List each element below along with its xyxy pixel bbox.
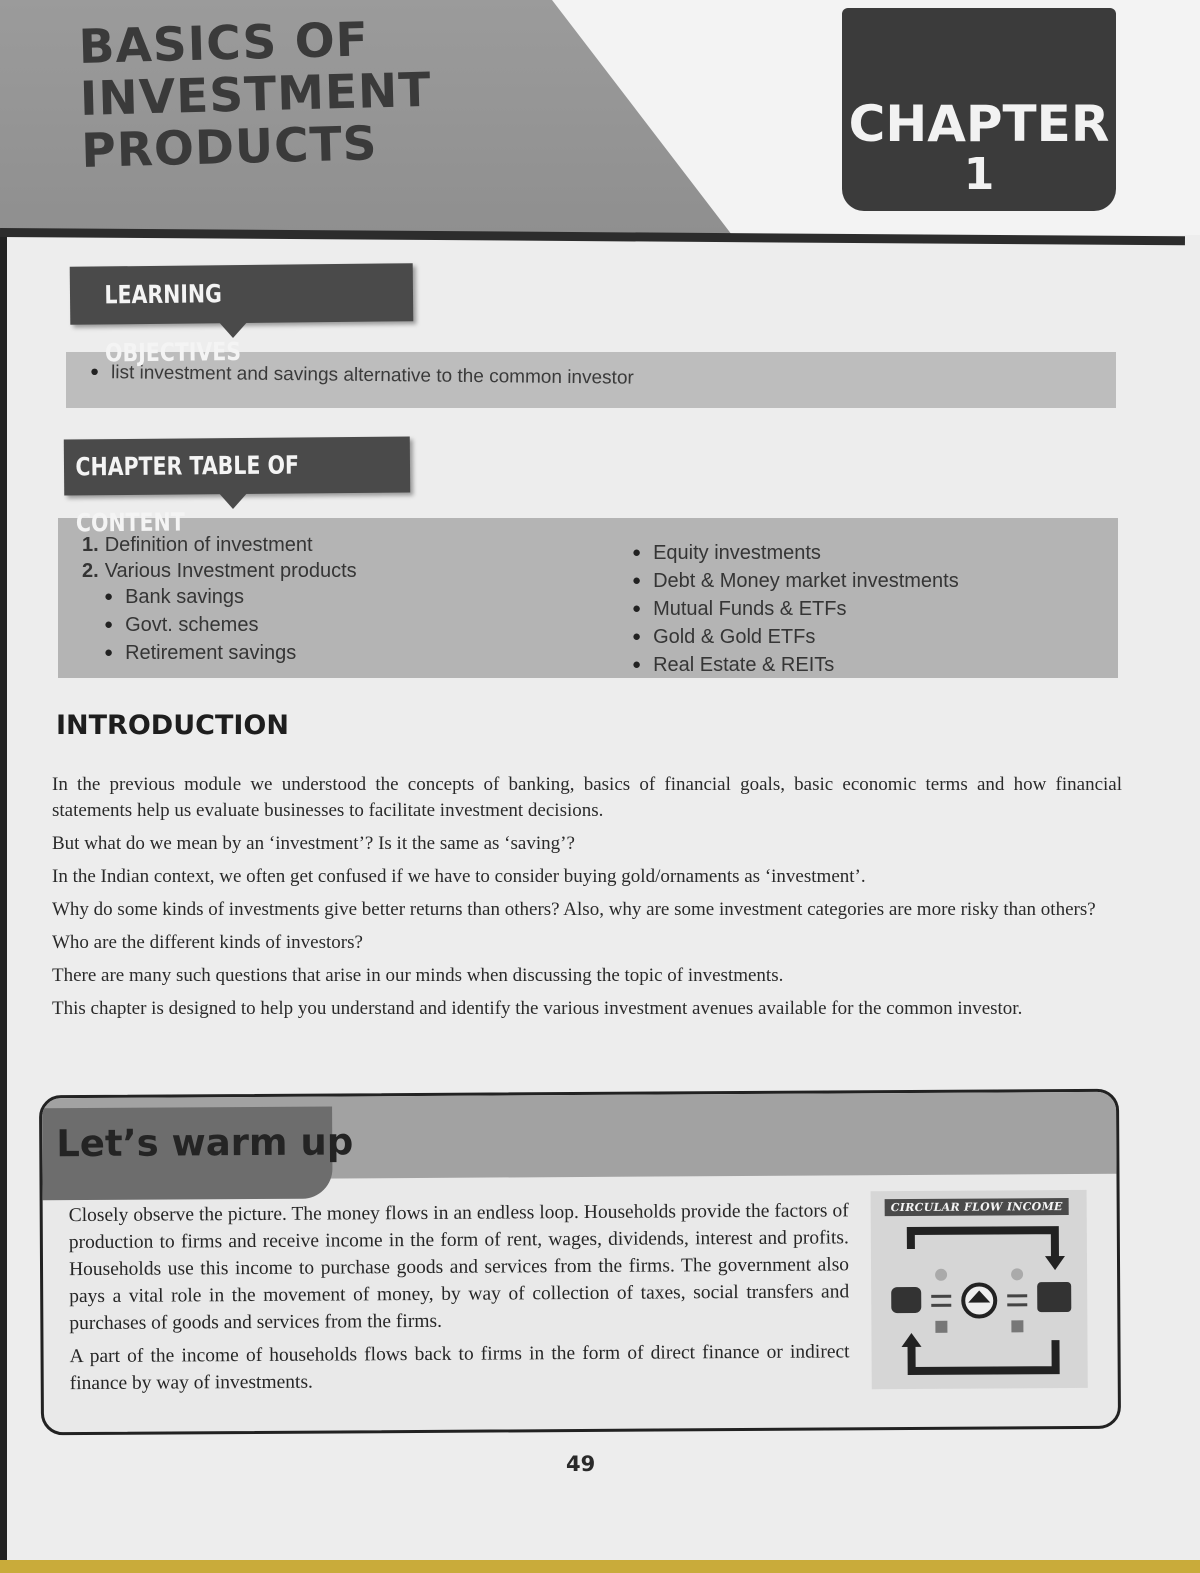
learning-objectives-heading xyxy=(70,263,414,368)
flow-line-icon xyxy=(1007,1294,1027,1297)
toc-item-1-text: Definition of investment xyxy=(104,534,313,556)
page-number: 49 xyxy=(566,1452,596,1476)
introduction-paragraph: Who are the different kinds of investors? xyxy=(52,932,363,953)
warm-up-paragraph: A part of the income of households flows back to firms in the form of direct finance or indirect finance by way of investments. xyxy=(69,1341,850,1395)
toc-item-2-text: Various Investment products xyxy=(104,560,357,582)
toc-sub-item: ● Equity investments xyxy=(632,540,959,568)
toc-left-column xyxy=(82,532,357,668)
coin-icon xyxy=(935,1269,947,1281)
introduction-paragraph: There are many such questions that arise in our minds when discussing the topic of investments. xyxy=(52,965,784,986)
goods-icon xyxy=(1011,1320,1023,1332)
learning-objectives-heading-text: LEARNING OBJECTIVES xyxy=(104,279,242,368)
firms-icon xyxy=(1037,1282,1071,1312)
table-of-content-heading xyxy=(64,436,410,538)
introduction-heading: INTRODUCTION xyxy=(56,710,289,741)
toc-sub-item: ● Mutual Funds & ETFs xyxy=(632,596,959,624)
chapter-number: 1 xyxy=(963,149,995,200)
chapter-title xyxy=(78,13,433,178)
introduction-paragraph: Why do some kinds of investments give better returns than others? Also, why are some investment categories are more risky than others? xyxy=(52,899,1096,920)
chapter-badge xyxy=(842,8,1116,211)
toc-sub-item: ● Bank savings xyxy=(82,584,357,612)
toc-sub-item: ● Gold & Gold ETFs xyxy=(632,624,959,652)
toc-sub-item: ● Govt. schemes xyxy=(82,612,357,640)
lower-flow-arrow xyxy=(911,1340,1055,1371)
table-of-content-pointer xyxy=(217,491,249,509)
toc-item-2 xyxy=(82,558,357,584)
introduction-body xyxy=(52,772,1122,1029)
lower-arrowhead-icon xyxy=(901,1333,921,1347)
households-icon xyxy=(891,1287,921,1313)
chapter-title-line-2: INVESTMENT xyxy=(79,62,433,127)
toc-right-column xyxy=(632,540,959,680)
introduction-paragraph: In the previous module we understood the concepts of banking, basics of financial goals, basic economic terms and how financial statements help us evaluate businesses to facilitate investment decisions. xyxy=(52,774,1122,821)
objective-item: ● list investment and savings alternative to the common investor xyxy=(90,362,634,390)
introduction-paragraph: This chapter is designed to help you understand and identify the various investment avenues available for the common investor. xyxy=(52,998,1023,1019)
toc-sub-item: ● Real Estate & REITs xyxy=(632,652,959,680)
chapter-label: CHAPTER xyxy=(848,95,1110,153)
coin-icon xyxy=(1011,1268,1023,1280)
warm-up-heading: Let’s warm up xyxy=(56,1120,354,1166)
toc-item-2-number: 2. xyxy=(82,560,99,582)
warm-up-paragraph: Closely observe the picture. The money flows in an endless loop. Households provide the factors of production to firms and receive income in the form of rent, wages, dividends, interest and profits. Households use this income to purchase goods and services from the firms. The government also pays a vital role in the movement of money, by way of collection of taxes, social transfers and purchases of goods and services from the firms. xyxy=(68,1200,850,1335)
table-of-content-heading-text: CHAPTER TABLE OF CONTENT xyxy=(75,450,300,538)
introduction-paragraph: In the Indian context, we often get confused if we have to consider buying gold/ornaments as ‘investment’. xyxy=(52,866,866,887)
circular-flow-diagram xyxy=(871,1190,1088,1389)
flow-line-icon xyxy=(1007,1303,1027,1306)
warm-up-body xyxy=(69,1197,850,1403)
chapter-title-line-1: BASICS OF xyxy=(77,12,370,75)
toc-sub-item: ● Debt & Money market investments xyxy=(632,568,959,596)
introduction-paragraph: But what do we mean by an ‘investment’? Is it the same as ‘saving’? xyxy=(52,833,575,854)
flow-line-icon xyxy=(931,1295,951,1298)
toc-item-1-number: 1. xyxy=(82,534,99,556)
warm-up-box xyxy=(39,1089,1121,1436)
goods-icon xyxy=(935,1321,947,1333)
learning-objectives-pointer xyxy=(217,320,249,338)
flow-line-icon xyxy=(931,1304,951,1307)
chapter-title-line-3: PRODUCTS xyxy=(80,116,379,179)
toc-sub-item: ● Retirement savings xyxy=(82,640,357,668)
circular-flow-figure xyxy=(871,1190,1088,1389)
circular-flow-figure-title: CIRCULAR FLOW INCOME xyxy=(885,1198,1069,1216)
upper-arrowhead-icon xyxy=(1045,1256,1065,1270)
upper-flow-arrow xyxy=(911,1230,1055,1261)
